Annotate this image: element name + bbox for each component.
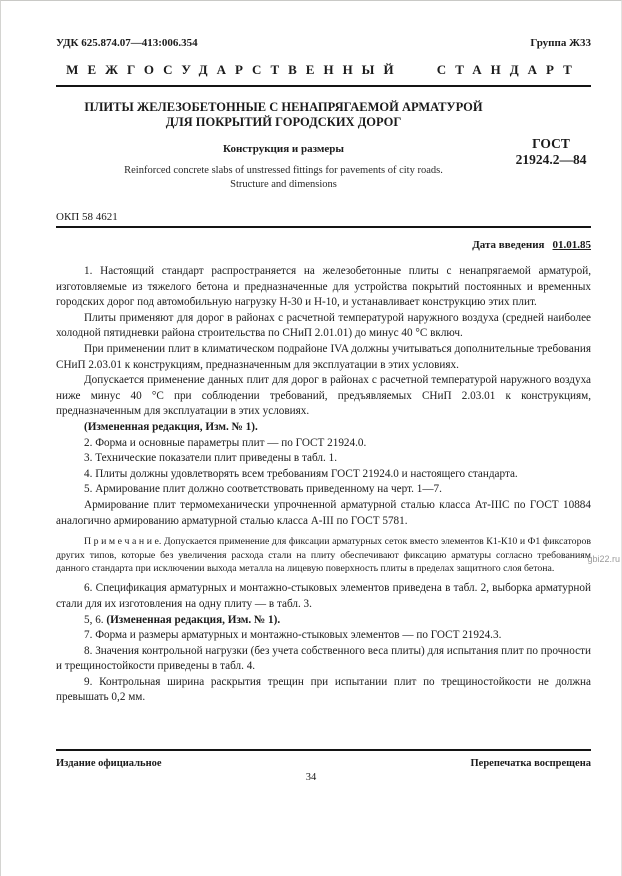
- reprint-forbidden-label: Перепечатка воспрещена: [470, 758, 591, 769]
- udk-code: УДК 625.874.07—413:006.354: [56, 37, 198, 49]
- document-subtitle: Конструкция и размеры: [223, 143, 344, 155]
- standard-type-heading: МЕЖГОСУДАРСТВЕННЫЙ СТАНДАРТ: [66, 62, 581, 77]
- document-body: [56, 264, 591, 706]
- paragraph-6: 2. Форма и основные параметры плит — по ГОСТ 21924.0.: [84, 436, 367, 449]
- gost-label: ГОСТ: [532, 136, 570, 151]
- official-edition-label: Издание официальное: [56, 758, 162, 769]
- paragraph-1: 1. Настоящий стандарт распространяется на железобетонные плиты с ненапрягаемой арматурой, изготовляемые из тяжелого бетона и предназначенные для устройства покрытий постоянных и временных городских дорог под автомобильную нагрузку Н-30 и Н-10, и устанавливает конструкцию этих плит.: [56, 265, 591, 309]
- effective-date: [56, 239, 591, 251]
- paragraph-8: 4. Плиты должны удовлетворять всем требованиям ГОСТ 21924.0 и настоящего стандарта.: [84, 467, 518, 480]
- document-meta-row: [56, 37, 591, 49]
- paragraph-4: Допускается применение данных плит для дорог в районах с расчетной температурой наружного воздуха ниже минус 40 °С при соблюдении требований, предъявляемых СНиП 2.03.01 к конструкциям, предназначенным для эксплуатации в этих условиях.: [56, 374, 591, 418]
- paragraph-14: 7. Форма и размеры арматурных и монтажно-стыковых элементов — по ГОСТ 21924.3.: [84, 629, 502, 642]
- note-paragraph: П р и м е ч а н и е. Допускается применение для фиксации арматурных сеток вместо элементов К1-К10 и Ф1 фиксаторов других типов, которые без увеличения расхода стали на плиту обеспечивают фиксацию арматуры согласно требованиям данного стандарта при исключении выхода металла на лицевую поверхность плиты в пределах защитного слоя бетона.: [56, 536, 591, 574]
- document-title-line2: ДЛЯ ПОКРЫТИЙ ГОРОДСКИХ ДОРОГ: [165, 115, 402, 129]
- okp-divider: [56, 226, 591, 228]
- document-title-english-line2: Structure and dimensions: [230, 178, 337, 190]
- gost-number: 21924.2—84: [515, 152, 587, 167]
- effective-date-value: 01.01.85: [552, 239, 591, 251]
- document-title: [56, 100, 511, 130]
- document-title-line1: ПЛИТЫ ЖЕЛЕЗОБЕТОННЫЕ С НЕНАПРЯГАЕМОЙ АРМАТУРОЙ: [84, 100, 483, 114]
- amendment-note-1: (Измененная редакция, Изм. № 1).: [84, 420, 258, 433]
- title-block: [56, 100, 591, 191]
- paragraph-12: 6. Спецификация арматурных и монтажно-стыковых элементов приведена в табл. 2, выборка арматурной стали для их изготовления на одну плиту — в табл. 3.: [56, 582, 591, 610]
- effective-date-label: Дата введения: [472, 239, 545, 251]
- page-footer: [56, 749, 591, 769]
- okp-code: ОКП 58 4621: [56, 211, 118, 223]
- document-title-english: [56, 164, 511, 191]
- watermark-text: gbi22.ru: [587, 554, 620, 564]
- paragraph-10: Армирование плит термомеханически упрочненной арматурной сталью класса Ат-IIIС по ГОСТ 10884 аналогично армированию арматурной сталью класса А-III по ГОСТ 5781.: [56, 498, 591, 527]
- paragraph-7: 3. Технические показатели плит приведены в табл. 1.: [84, 452, 337, 465]
- paragraph-15: 8. Значения контрольной нагрузки (без учета собственного веса плиты) для испытания плит по прочности и трещиностойкости приведены в табл. 4.: [56, 644, 591, 673]
- header-divider: [56, 85, 591, 87]
- group-code: Группа Ж33: [530, 37, 591, 49]
- paragraph-3: При применении плит в климатическом подрайоне IVA должны учитываться дополнительные требования СНиП 2.03.01 к конструкциям, предназначенным для эксплуатации в этих условиях.: [56, 342, 591, 371]
- paragraph-2: Плиты применяют для дорог в районах с расчетной температурой наружного воздуха (средней наиболее холодной пятидневки района строительства по СНиП 2.01.01) до минус 40 °С включ.: [56, 311, 591, 340]
- amendment-note-2-text: (Измененная редакция, Изм. № 1).: [106, 613, 281, 626]
- amendment-note-2: [56, 613, 591, 629]
- paragraph-16: 9. Контрольная ширина раскрытия трещин при испытании плит по трещиностойкости не должна превышать 0,2 мм.: [56, 675, 591, 704]
- paragraph-9: 5. Армирование плит должно соответствовать приведенному на черт. 1—7.: [84, 483, 442, 496]
- gost-designation: [511, 136, 591, 168]
- amendment-note-2-prefix: 5, 6.: [84, 613, 107, 626]
- document-title-english-line1: Reinforced concrete slabs of unstressed fittings for pavements of city roads.: [124, 165, 443, 176]
- page-number: 34: [305, 772, 317, 783]
